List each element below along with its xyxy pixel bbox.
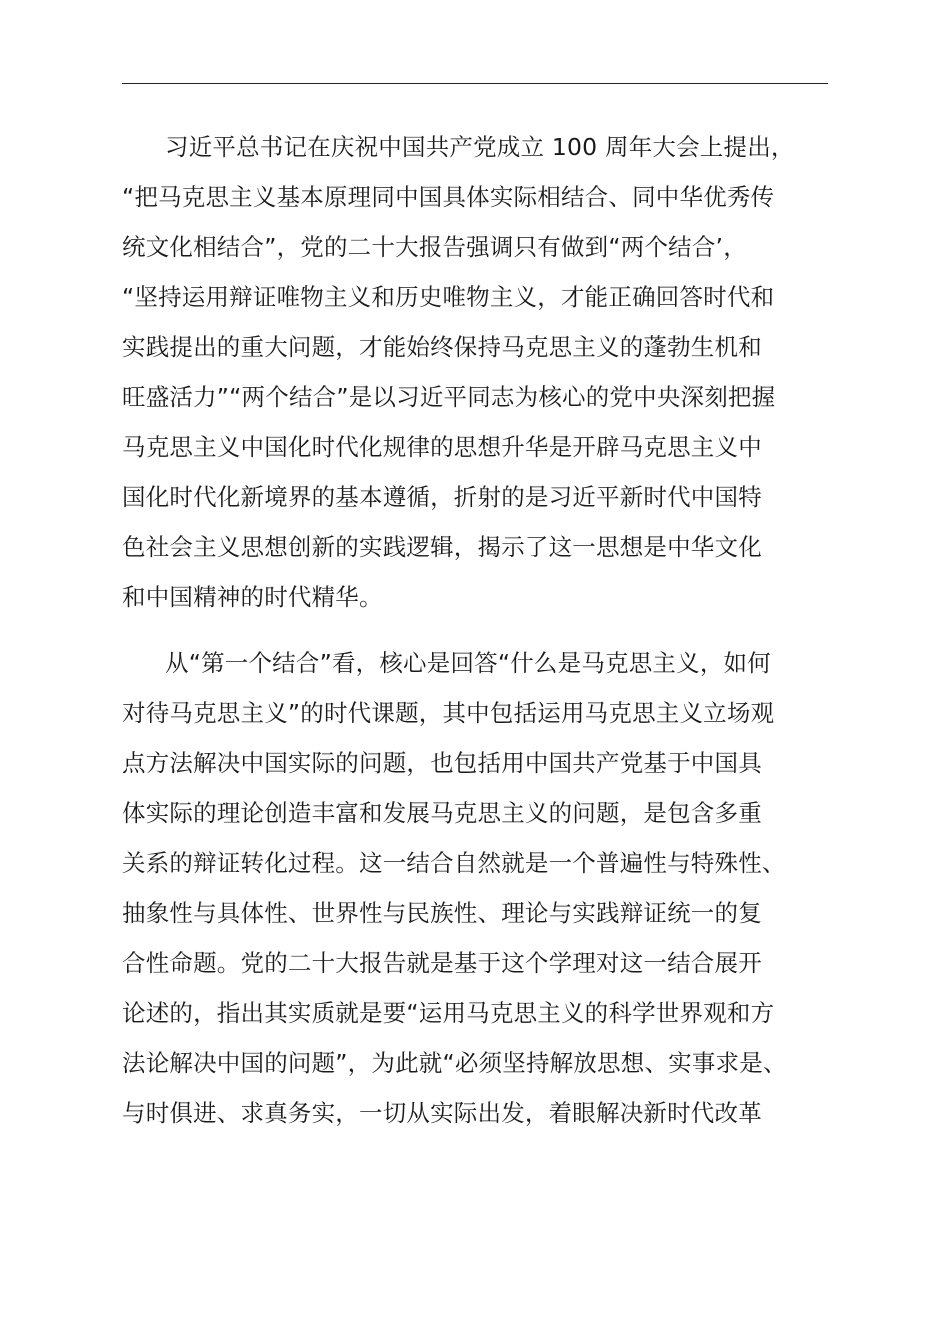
text-line: “把马克思主义基本原理同中国具体实际相结合、同中华优秀传 <box>122 183 775 211</box>
text-line: 对待马克思主义”的时代课题，其中包括运用马克思主义立场观 <box>122 699 775 727</box>
text-line: 点方法解决中国实际的问题，也包括用中国共产党基于中国具 <box>122 749 762 777</box>
text-line: 从“第一个结合”看，核心是回答“什么是马克思主义，如何 <box>165 649 771 677</box>
text-line: 和中国精神的时代精华。 <box>122 583 383 611</box>
paragraph <box>122 122 828 622</box>
text-line: 马克思主义中国化时代化规律的思想升华是开辟马克思主义中 <box>122 433 762 461</box>
text-line: 体实际的理论创造丰富和发展马克思主义的问题，是包含多重 <box>122 799 762 827</box>
text-line: 关系的辩证转化过程。这一结合自然就是一个普遍性与特殊性、 <box>122 849 786 877</box>
text-line: 实践提出的重大问题，才能始终保持马克思主义的蓬勃生机和 <box>122 333 762 361</box>
text-line: 与时俱进、求真务实，一切从实际出发，着眼解决新时代改革 <box>122 1099 762 1127</box>
text-line: 合性命题。党的二十大报告就是基于这个学理对这一结合展开 <box>122 949 762 977</box>
document-body <box>122 122 828 1154</box>
text-line: 论述的，指出其实质就是要“运用马克思主义的科学世界观和方 <box>122 999 775 1027</box>
text-line: 抽象性与具体性、世界性与民族性、理论与实践辩证统一的复 <box>122 899 762 927</box>
text-line: 习近平总书记在庆祝中国共产党成立 100 周年大会上提出， <box>165 133 795 161</box>
paragraph <box>122 638 828 1138</box>
text-line: 国化时代化新境界的基本遵循，折射的是习近平新时代中国特 <box>122 483 762 511</box>
text-line: “坚持运用辩证唯物主义和历史唯物主义，才能正确回答时代和 <box>122 283 775 311</box>
header-rule <box>122 83 828 84</box>
text-line: 旺盛活力”“两个结合”是以习近平同志为核心的党中央深刻把握 <box>122 383 776 411</box>
text-line: 法论解决中国的问题”，为此就“必须坚持解放思想、实事求是、 <box>122 1049 787 1077</box>
text-line: 统文化相结合”，党的二十大报告强调只有做到“两个结合’， <box>122 233 747 261</box>
text-line: 色社会主义思想创新的实践逻辑，揭示了这一思想是中华文化 <box>122 533 762 561</box>
